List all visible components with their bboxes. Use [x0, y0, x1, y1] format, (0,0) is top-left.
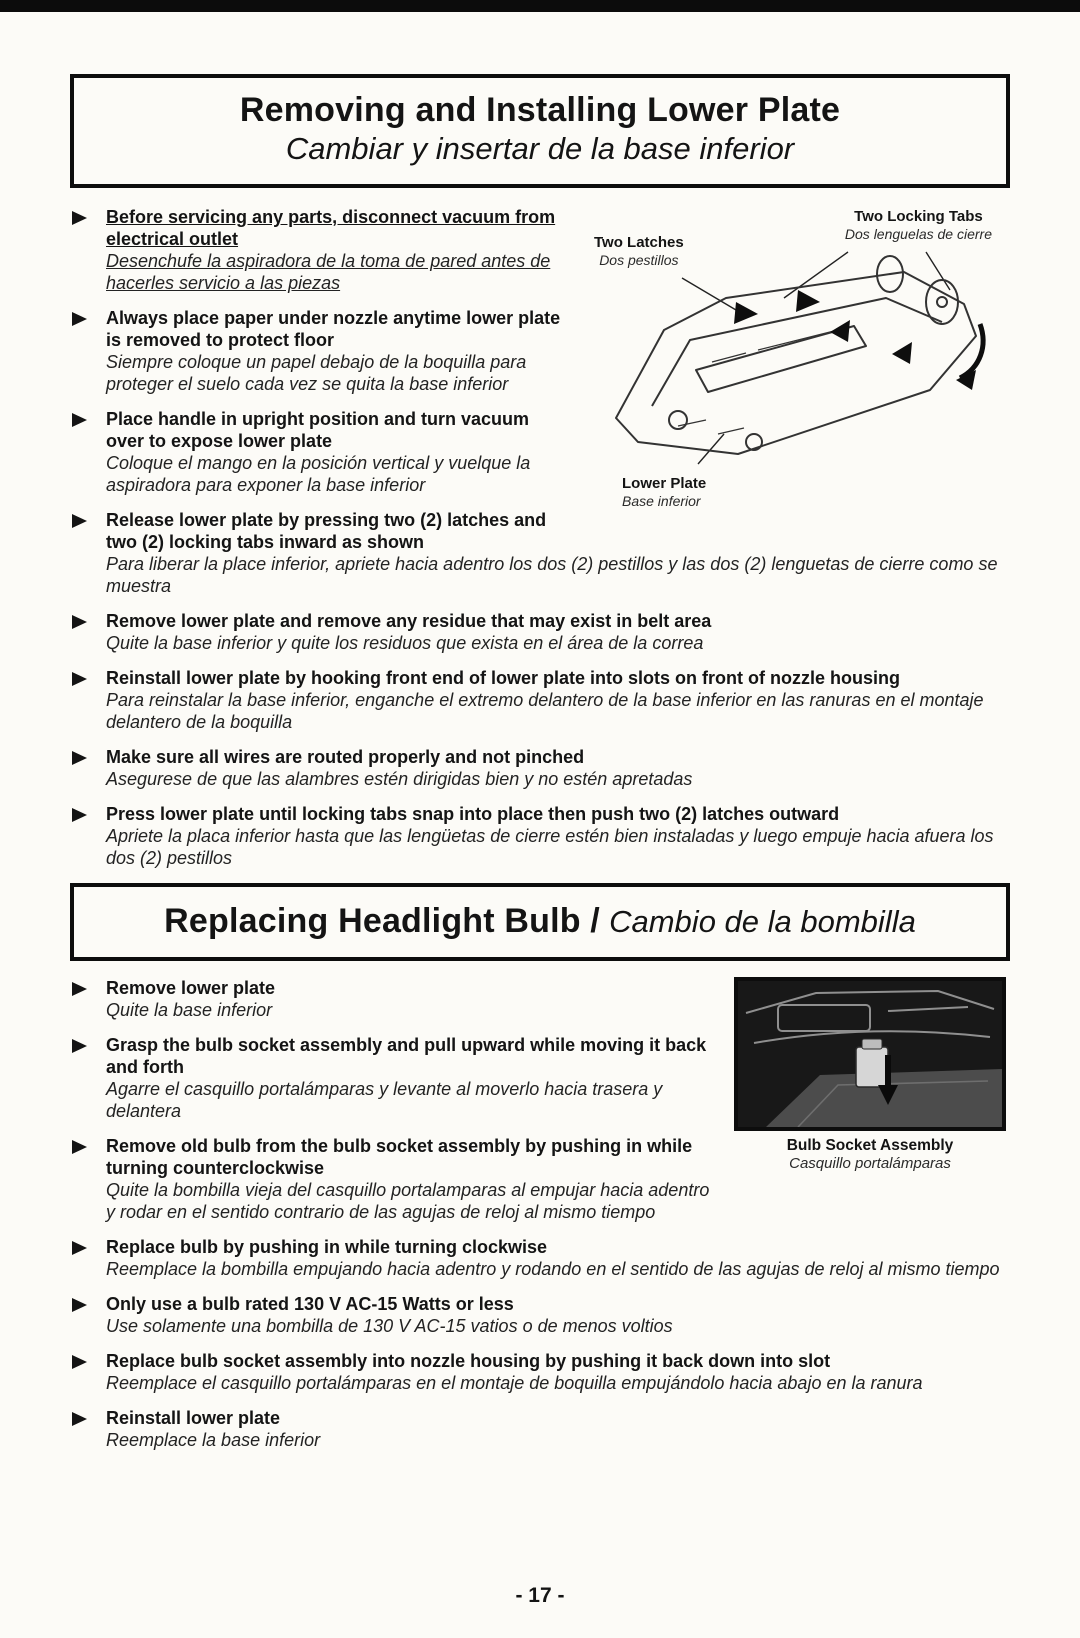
instruction-text-es: Quite la bombilla vieja del casquillo portalamparas al empujar hacia adentro y rodar en el sentido contrario de las agujas de reloj al mismo tiempo [106, 1180, 710, 1222]
instruction-item [70, 667, 1006, 733]
arrow-bullet-icon [72, 808, 87, 822]
instruction-text-es: Reemplace la bombilla empujando hacia adentro y rodando en el sentido de las agujas de reloj al mismo tiempo [106, 1259, 1000, 1279]
section2-body [0, 961, 1080, 1451]
instruction-item [70, 1350, 1006, 1394]
arrow-bullet-icon [72, 211, 87, 225]
instruction-text-es: Para reinstalar la base inferior, enganche el extremo delantero de la base inferior en las ranuras en el montaje delantero de la boquilla [106, 690, 984, 732]
section2-title-es: Cambio de la bombilla [609, 904, 916, 939]
arrow-bullet-icon [72, 413, 87, 427]
instruction-text-en: Make sure all wires are routed properly and not pinched [106, 747, 585, 767]
instruction-text-en: Before servicing any parts, disconnect vacuum from electrical outlet [106, 207, 556, 249]
instruction-text-es: Use solamente una bombilla de 130 V AC-15 vatios o de menos voltios [106, 1316, 673, 1336]
arrow-bullet-icon [72, 672, 87, 686]
instruction-text-en: Place handle in upright position and turn vacuum over to expose lower plate [106, 409, 530, 451]
instruction-text-en: Reinstall lower plate by hooking front end of lower plate into slots on front of nozzle housing [106, 668, 901, 688]
arrow-bullet-icon [72, 982, 87, 996]
instruction-item [70, 1293, 1006, 1337]
instruction-text-en: Only use a bulb rated 130 V AC-15 Watts or less [106, 1294, 514, 1314]
instruction-text-en: Reinstall lower plate [106, 1408, 281, 1428]
instruction-text-en: Remove lower plate and remove any residue that may exist in belt area [106, 611, 712, 631]
instruction-item [70, 307, 1006, 395]
scan-top-edge [0, 0, 1080, 12]
page-number: - 17 - [515, 1584, 565, 1607]
instruction-item [70, 610, 1006, 654]
instruction-text-es: Quite la base inferior y quite los residuos que exista en el área de la correa [106, 633, 704, 653]
instruction-item [70, 746, 1006, 790]
instruction-item [70, 977, 1006, 1021]
instruction-item [70, 1135, 1006, 1223]
label-two-latches-es: Dos pestillos [599, 252, 679, 268]
section2-title-box [70, 883, 1010, 961]
instruction-item [70, 509, 1006, 597]
instruction-item [70, 1034, 1006, 1122]
arrow-bullet-icon [72, 1140, 87, 1154]
instruction-text-es: Quite la base inferior [106, 1000, 273, 1020]
section1-title-en: Removing and Installing Lower Plate [239, 91, 841, 129]
arrow-bullet-icon [72, 615, 87, 629]
arrow-bullet-icon [72, 1298, 87, 1312]
section2-title-separator: / [580, 902, 610, 940]
label-bulb-socket-assembly-es: Casquillo portalámparas [789, 1155, 951, 1172]
instruction-text-en: Always place paper under nozzle anytime lower plate is removed to protect floor [106, 308, 561, 350]
instruction-item [70, 206, 1006, 294]
instruction-text-es: Siempre coloque un papel debajo de la boquilla para proteger el suelo cada vez se quita la base inferior [106, 352, 527, 394]
arrow-bullet-icon [72, 514, 87, 528]
arrow-bullet-icon [72, 1039, 87, 1053]
label-lower-plate-en: Lower Plate [622, 475, 707, 492]
instruction-text-es: Reemplace la base inferior [106, 1430, 321, 1450]
instruction-text-en: Replace bulb socket assembly into nozzle housing by pushing it back down into slot [106, 1351, 831, 1371]
label-lower-plate-es: Base inferior [622, 493, 701, 509]
section1-title-box [70, 74, 1010, 188]
section2-instructions [70, 977, 1006, 1451]
arrow-bullet-icon [72, 312, 87, 326]
instruction-text-en: Release lower plate by pressing two (2) latches and two (2) locking tabs inward as shown [106, 510, 547, 552]
instruction-item [70, 1407, 1006, 1451]
label-two-locking-tabs-en: Two Locking Tabs [854, 208, 983, 225]
arrow-bullet-icon [72, 1241, 87, 1255]
instruction-text-en: Replace bulb by pushing in while turning clockwise [106, 1237, 548, 1257]
instruction-text-en: Remove lower plate [106, 978, 276, 998]
arrow-bullet-icon [72, 1355, 87, 1369]
instruction-text-es: Apriete la placa inferior hasta que las lengüetas de cierre estén bien instaladas y luego empuje hacia afuera los dos (2) pestillos [106, 826, 994, 868]
section1-body [0, 188, 1080, 869]
arrow-bullet-icon [72, 751, 87, 765]
instruction-text-es: Asegurese de que las alambres estén dirigidas bien y no estén apretadas [106, 769, 693, 789]
instruction-text-es: Coloque el mango en la posición vertical y vuelque la aspiradora para exponer la base inferior [106, 453, 531, 495]
instruction-text-es: Desenchufe la aspiradora de la toma de pared antes de hacerles servicio a las piezas [106, 251, 551, 293]
instruction-text-en: Grasp the bulb socket assembly and pull upward while moving it back and forth [106, 1035, 707, 1077]
label-bulb-socket-assembly-en: Bulb Socket Assembly [786, 1137, 954, 1154]
instruction-text-es: Agarre el casquillo portalámparas y levante al moverlo hacia trasera y delantera [106, 1079, 663, 1121]
instruction-text-en: Press lower plate until locking tabs snap into place then push two (2) latches outward [106, 804, 840, 824]
instruction-text-en: Remove old bulb from the bulb socket assembly by pushing in while turning counterclockwise [106, 1136, 693, 1178]
label-two-locking-tabs-es: Dos lenguelas de cierre [844, 226, 992, 242]
label-two-latches-en: Two Latches [594, 234, 684, 251]
instruction-text-es: Reemplace el casquillo portalámparas en el montaje de boquilla empujándolo hacia abajo en la ranura [106, 1373, 923, 1393]
instruction-item [70, 408, 1006, 496]
section1-title-es: Cambiar y insertar de la base inferior [285, 131, 795, 166]
instruction-item [70, 803, 1006, 869]
section2-title-en: Replacing Headlight Bulb [164, 902, 581, 940]
arrow-bullet-icon [72, 1412, 87, 1426]
instruction-text-es: Para liberar la place inferior, apriete hacia adentro los dos (2) pestillos y las dos (2) lenguetas de cierre como se muestra [106, 554, 998, 596]
instruction-item [70, 1236, 1006, 1280]
